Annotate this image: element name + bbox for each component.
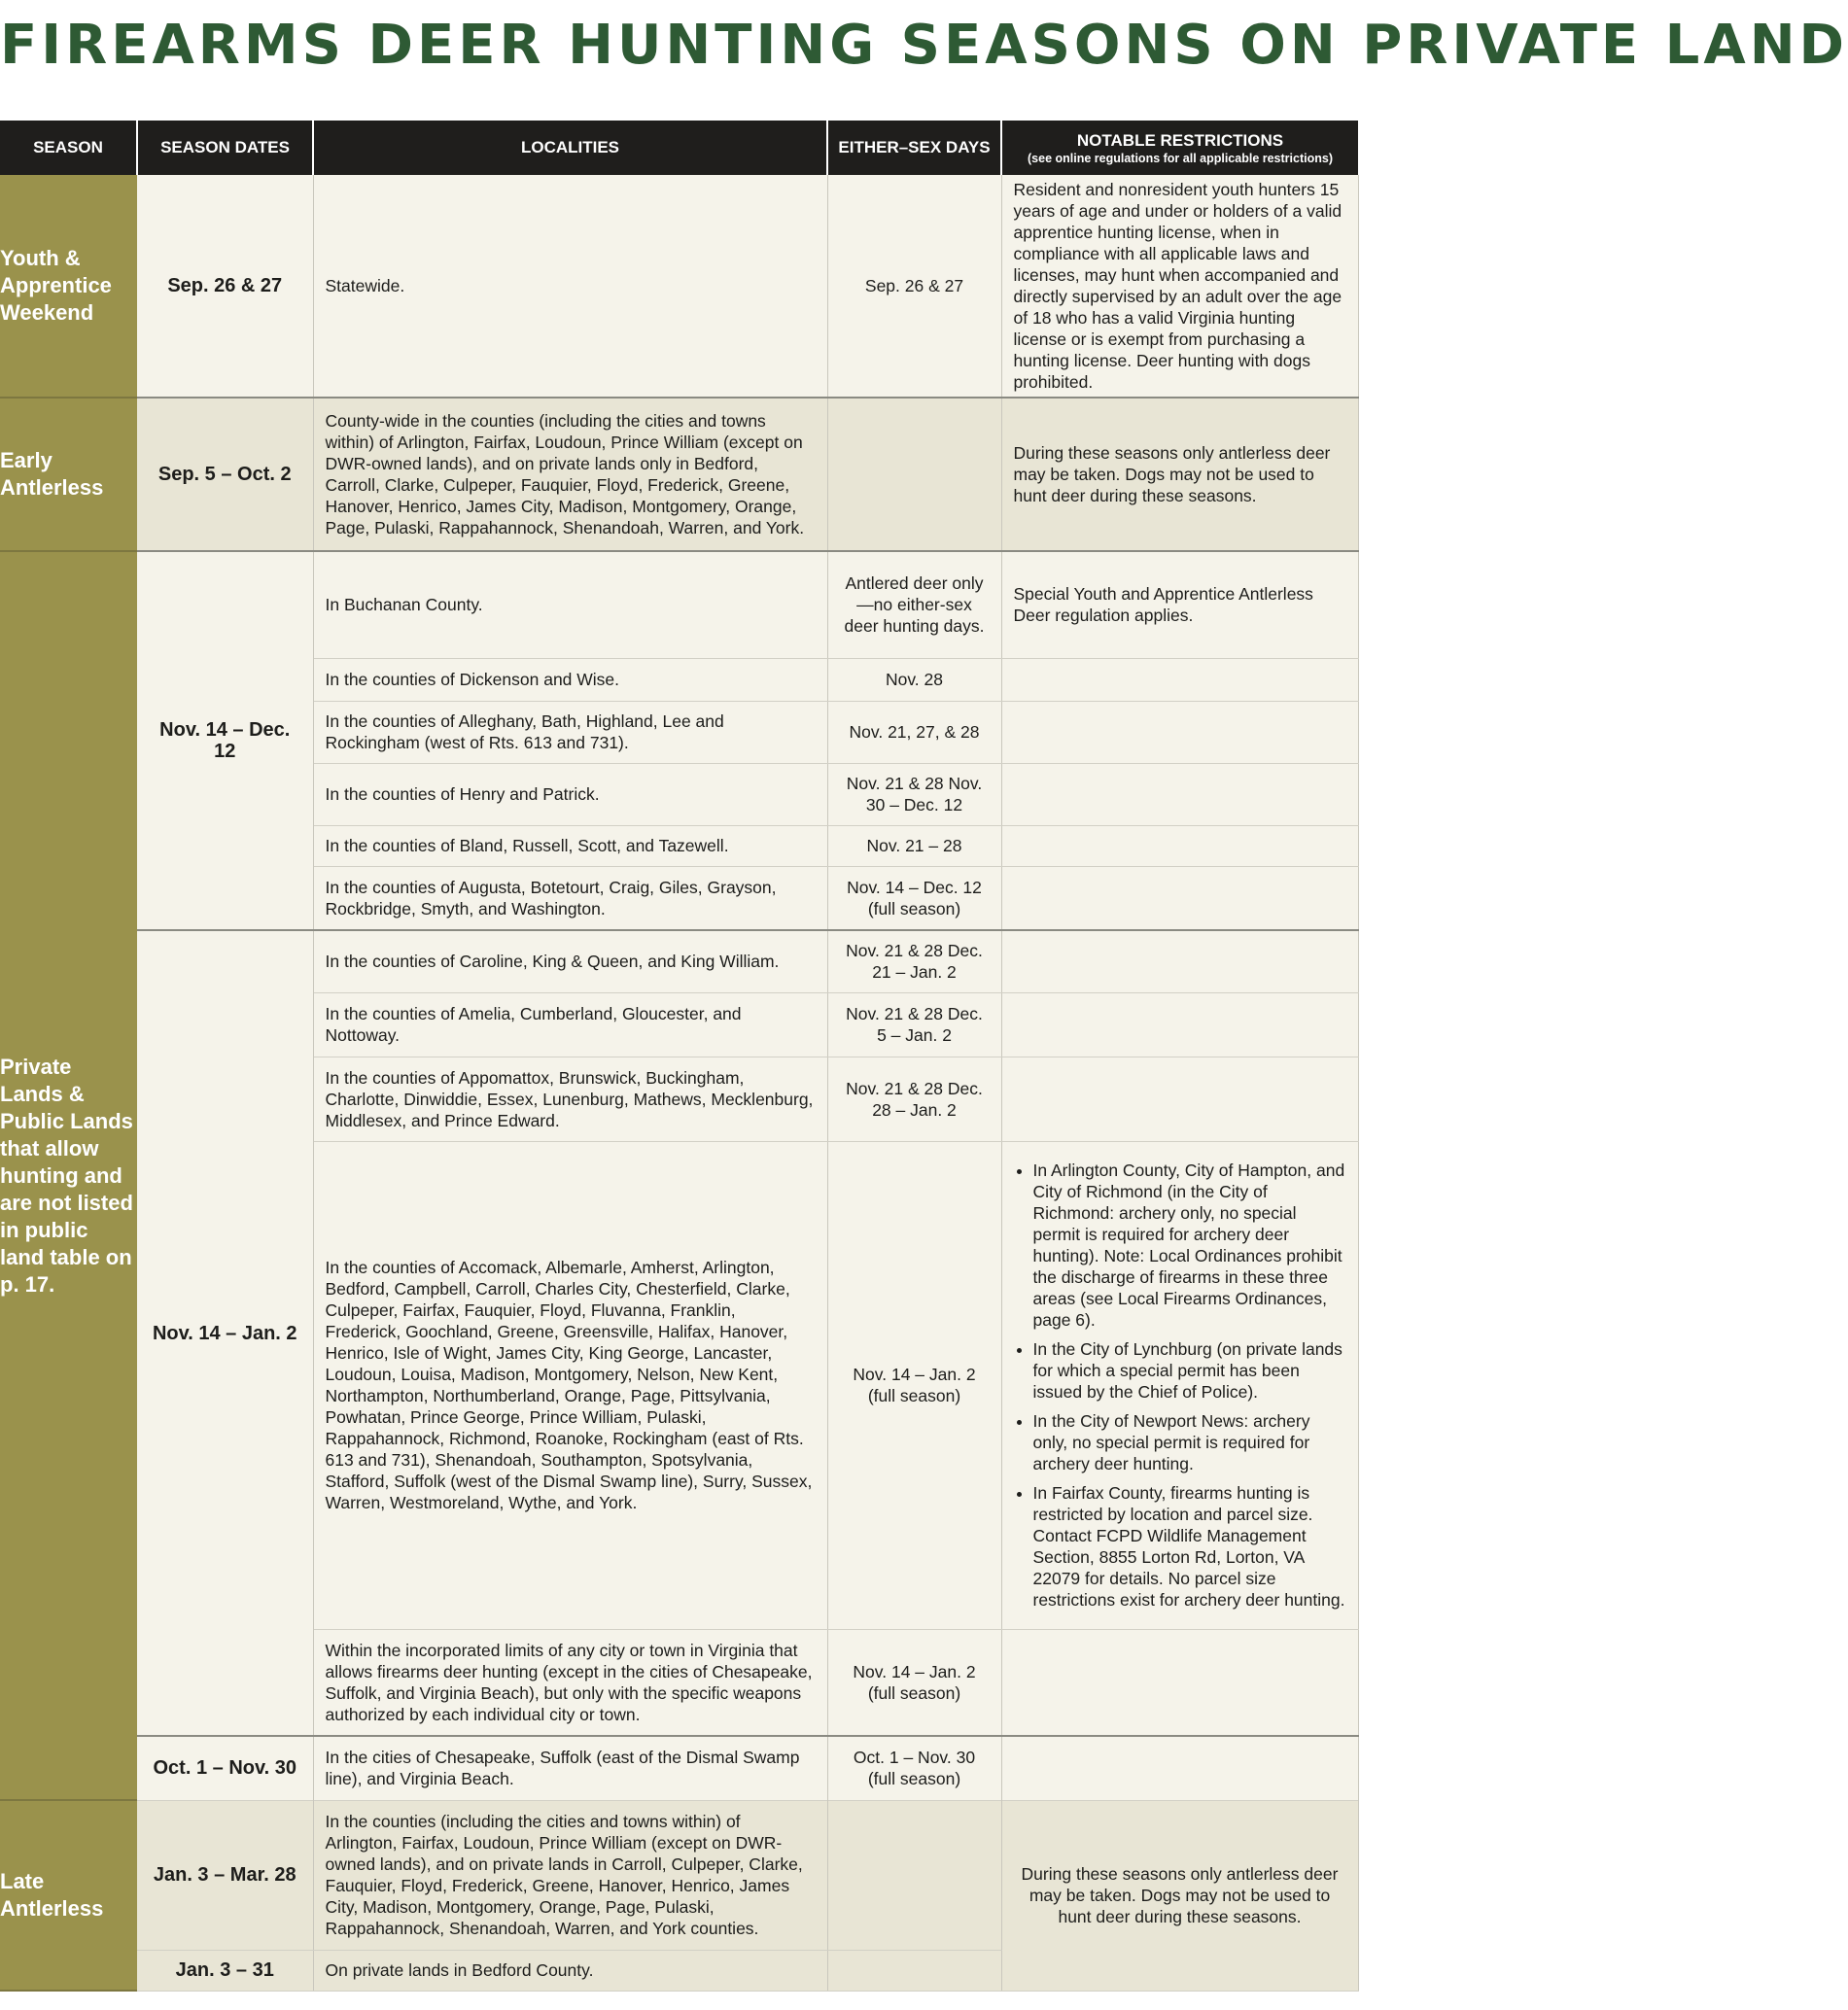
list-item: • In Arlington County, City of Hampton, and City of Richmond (in the City of Richmond: archery only, no special permit is required for archery deer hunting). Note: Local Ordinances prohibit the discharge of firearms in these three areas (see Local Firearms Ordinances, page 6).	[1033, 1160, 1346, 1331]
list-item: • In Fairfax County, firearms hunting is restricted by location and parcel size. Contact FCPD Wildlife Management Section, 8855 Lorton Rd, Lorton, VA 22079 for details. No parcel size restrictions exist for archery deer hunting.	[1033, 1482, 1346, 1611]
restriction-cell	[1001, 1629, 1358, 1736]
restriction-cell	[1001, 866, 1358, 930]
restriction-cell	[1001, 701, 1358, 763]
table-row	[0, 398, 1358, 551]
either-sex-days: Nov. 21 & 28 Dec. 5 – Jan. 2	[827, 992, 1001, 1057]
restriction-cell	[1001, 763, 1358, 825]
header-restrictions-note: (see online regulations for all applicable restrictions)	[1028, 151, 1333, 165]
restriction-cell	[1001, 992, 1358, 1057]
header-row	[0, 121, 1358, 175]
header-season: SEASON	[0, 121, 137, 175]
restriction-cell: Special Youth and Apprentice Antlerless Deer regulation applies.	[1001, 551, 1358, 658]
either-sex-days: Nov. 21 – 28	[827, 825, 1001, 866]
header-notable-restrictions	[1001, 121, 1358, 175]
season-dates: Nov. 14 – Dec. 12	[137, 551, 313, 930]
season-dates: Oct. 1 – Nov. 30	[137, 1736, 313, 1800]
season-dates: Jan. 3 – Mar. 28	[137, 1800, 313, 1950]
either-sex-days: Nov. 14 – Dec. 12 (full season)	[827, 866, 1001, 930]
locality-cell: In the counties of Accomack, Albemarle, Amherst, Arlington, Bedford, Campbell, Carroll, Charles City, Chesterfield, Clarke, Culpeper, Fairfax, Fauquier, Floyd, Fluvanna, Franklin, Frederick, Goochland, Greene, Greensville, Halifax, Hanover, Henrico, Isle of Wight, James City, King George, Lancaster, Loudoun, Louisa, Madison, Montgomery, Nelson, New Kent, Northampton, Northumberland, Orange, Page, Pittsylvania, Powhatan, Prince George, Prince William, Pulaski, Rappahannock, Richmond, Roanoke, Rockingham (east of Rts. 613 and 731), Shenandoah, Southampton, Spotsylvania, Stafford, Suffolk (west of the Dismal Swamp line), Surry, Sussex, Warren, Westmoreland, Wythe, and York.	[313, 1141, 827, 1629]
restriction-cell	[1001, 930, 1358, 992]
locality-cell: County-wide in the counties (including the cities and towns within) of Arlington, Fairfax, Loudoun, Prince William (except on DWR-owned lands), and on private lands only in Bedford, Carroll, Clarke, Culpeper, Fauquier, Floyd, Frederick, Greene, Hanover, Henrico, James City, Madison, Montgomery, Orange, Page, Pulaski, Rappahannock, Shenandoah, Warren, and York.	[313, 398, 827, 551]
either-sex-days: Oct. 1 – Nov. 30 (full season)	[827, 1736, 1001, 1800]
either-sex-days: Nov. 14 – Jan. 2 (full season)	[827, 1141, 1001, 1629]
header-restrictions-label: NOTABLE RESTRICTIONS	[1076, 130, 1284, 150]
restriction-cell: Resident and nonresident youth hunters 15 years of age and under or holders of a valid apprentice hunting license, when in compliance with all applicable laws and licenses, may hunt when accompanied and directly supervised by an adult over the age of 18 who has a valid Virginia hunting license or is exempt from purchasing a hunting license. Deer hunting with dogs prohibited.	[1001, 175, 1358, 398]
season-late-antlerless: Late Antlerless	[0, 1800, 137, 1991]
locality-cell: In the cities of Chesapeake, Suffolk (east of the Dismal Swamp line), and Virginia Beach.	[313, 1736, 827, 1800]
list-item: • In the City of Lynchburg (on private lands for which a special permit has been issued by the Chief of Police).	[1033, 1338, 1346, 1403]
header-localities: LOCALITIES	[313, 121, 827, 175]
season-dates: Nov. 14 – Jan. 2	[137, 930, 313, 1736]
season-early-antlerless: Early Antlerless	[0, 398, 137, 551]
season-private-lands: Private Lands & Public Lands that allow hunting and are not listed in public land table on p. 17.	[0, 551, 137, 1800]
locality-cell: In the counties of Caroline, King & Queen, and King William.	[313, 930, 827, 992]
either-sex-days: Nov. 21, 27, & 28	[827, 701, 1001, 763]
restriction-cell: During these seasons only antlerless deer may be taken. Dogs may not be used to hunt deer during these seasons.	[1001, 398, 1358, 551]
restriction-cell	[1001, 658, 1358, 701]
restriction-cell: During these seasons only antlerless deer may be taken. Dogs may not be used to hunt deer during these seasons.	[1001, 1800, 1358, 1991]
season-dates: Sep. 5 – Oct. 2	[137, 398, 313, 551]
either-sex-days: Nov. 21 & 28 Dec. 21 – Jan. 2	[827, 930, 1001, 992]
either-sex-days: Sep. 26 & 27	[827, 175, 1001, 398]
header-either-sex-days: EITHER–SEX DAYS	[827, 121, 1001, 175]
locality-cell: In Buchanan County.	[313, 551, 827, 658]
table-row	[0, 930, 1358, 992]
locality-cell: In the counties of Alleghany, Bath, Highland, Lee and Rockingham (west of Rts. 613 and 731).	[313, 701, 827, 763]
table-row	[0, 175, 1358, 398]
locality-cell: In the counties (including the cities and towns within) of Arlington, Fairfax, Loudoun, Prince William (except on DWR-owned lands), and on private lands in Carroll, Culpeper, Clarke, Fauquier, Floyd, Frederick, Greene, Hanover, Henrico, James City, Madison, Montgomery, Orange, Page, Pulaski, Rappahannock, Shenandoah, Warren, and York counties.	[313, 1800, 827, 1950]
either-sex-days: Antlered deer only—no either-sex deer hunting days.	[827, 551, 1001, 658]
locality-cell: In the counties of Bland, Russell, Scott, and Tazewell.	[313, 825, 827, 866]
locality-cell: In the counties of Appomattox, Brunswick, Buckingham, Charlotte, Dinwiddie, Essex, Lunenburg, Mathews, Mecklenburg, Middlesex, and Prince Edward.	[313, 1057, 827, 1141]
season-dates: Jan. 3 – 31	[137, 1950, 313, 1991]
either-sex-days	[827, 1800, 1001, 1950]
seasons-table	[0, 121, 1359, 1992]
locality-cell: Within the incorporated limits of any city or town in Virginia that allows firearms deer hunting (except in the cities of Chesapeake, Suffolk, and Virginia Beach), but only with the specific weapons authorized by each individual city or town.	[313, 1629, 827, 1736]
table-row	[0, 1736, 1358, 1800]
either-sex-days: Nov. 28	[827, 658, 1001, 701]
locality-cell: Statewide.	[313, 175, 827, 398]
locality-cell: In the counties of Amelia, Cumberland, Gloucester, and Nottoway.	[313, 992, 827, 1057]
either-sex-days	[827, 1950, 1001, 1991]
locality-cell: On private lands in Bedford County.	[313, 1950, 827, 1991]
restriction-cell	[1001, 1736, 1358, 1800]
restriction-cell	[1001, 1057, 1358, 1141]
table-row	[0, 1800, 1358, 1950]
restriction-list	[1014, 1160, 1346, 1611]
either-sex-days: Nov. 21 & 28 Nov. 30 – Dec. 12	[827, 763, 1001, 825]
either-sex-days: Nov. 14 – Jan. 2 (full season)	[827, 1629, 1001, 1736]
either-sex-days: Nov. 21 & 28 Dec. 28 – Jan. 2	[827, 1057, 1001, 1141]
table-row	[0, 551, 1358, 658]
locality-cell: In the counties of Dickenson and Wise.	[313, 658, 827, 701]
season-dates: Sep. 26 & 27	[137, 175, 313, 398]
either-sex-days	[827, 398, 1001, 551]
restriction-cell	[1001, 825, 1358, 866]
locality-cell: In the counties of Augusta, Botetourt, Craig, Giles, Grayson, Rockbridge, Smyth, and Washington.	[313, 866, 827, 930]
locality-cell: In the counties of Henry and Patrick.	[313, 763, 827, 825]
header-season-dates: SEASON DATES	[137, 121, 313, 175]
page-title: FIREARMS DEER HUNTING SEASONS ON PRIVATE LAND	[0, 14, 1848, 77]
list-item: • In the City of Newport News: archery only, no special permit is required for archery deer hunting.	[1033, 1410, 1346, 1474]
season-youth: Youth & Apprentice Weekend	[0, 175, 137, 398]
restriction-cell	[1001, 1141, 1358, 1629]
